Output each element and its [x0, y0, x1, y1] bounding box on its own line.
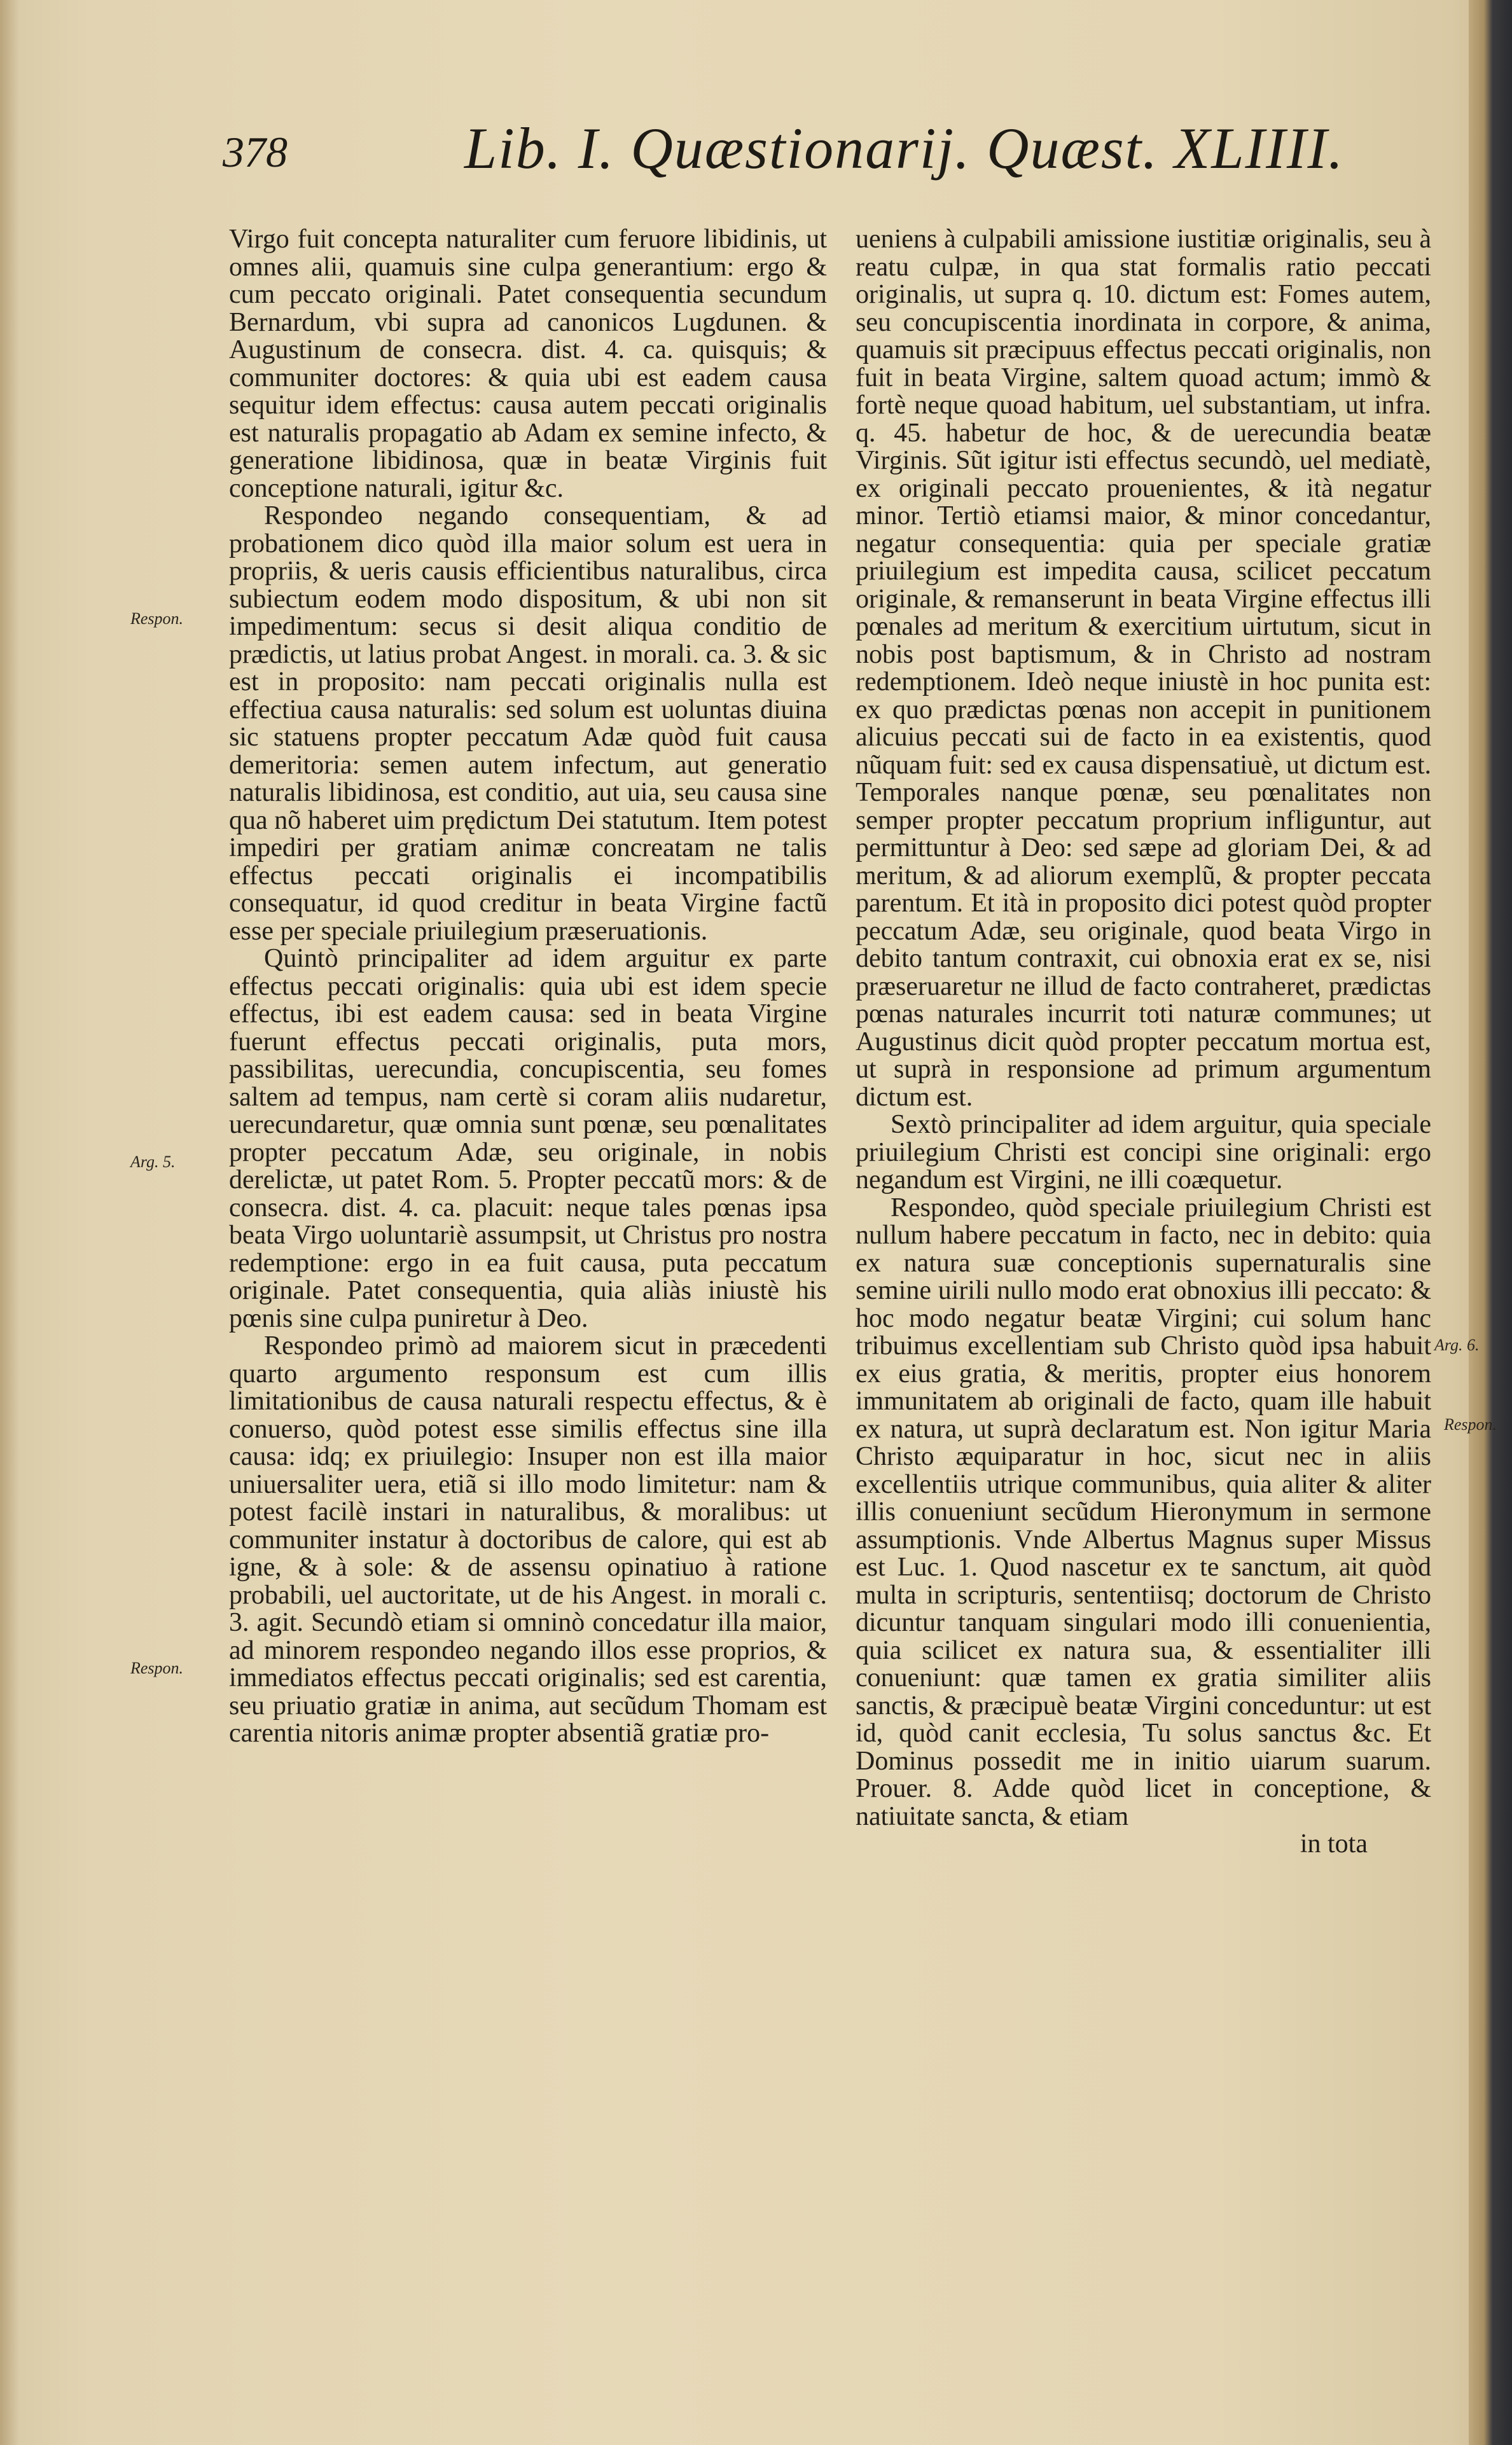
running-head: Lib. I. Quæstionarij. Quæst. XLIIII.	[464, 116, 1345, 181]
paragraph: Sextò principaliter ad idem arguitur, quia speciale priuilegium Christi est concipi sine originali: ergo negandum est Virgini, ne illi coæquetur.	[856, 1110, 1431, 1195]
paragraph: Virgo fuit concepta naturaliter cum feruore libidinis, ut omnes alii, quamuis sine culpa generantium: ergo & cum peccato originali. Patet consequentia secundum Bernardum, vbi supra ad canonicos Lugdunen. & Augustinum de consecra. dist. 4. ca. quisquis; & communiter doctores: & quia ubi est eadem causa sequitur idem effectus: causa autem peccati originalis est naturalis propagatio ab Adam ex semine infecto, & generatione libidinosa, quæ in beatæ Virginis fuit conceptione naturali, igitur &c.	[229, 225, 827, 503]
catchword: in tota	[1300, 1829, 1368, 1859]
paragraph: Quintò principaliter ad idem arguitur ex parte effectus peccati originalis: quia ubi est idem specie effectus, ibi est eadem causa: sed in beata Virgine fuerunt effectus peccati originalis, puta mors, passibilitas, uerecundia, concupiscentia, seu fomes saltem ad tempus, nam certè si coram aliis nudaretur, uerecundaretur, quæ omnia sunt pœnæ, seu pœnalitates propter peccatum Adæ, seu originale, in nobis derelictæ, ut patet Rom. 5. Propter peccatũ mors: & de consecra. dist. 4. ca. placuit: neque tales pœnas ipsa beata Virgo uoluntariè assumpsit, ut Christus pro nostra redemptione: ergo in ea fuit causa, puta peccatum originale. Patet consequentia, quia aliàs iniustè his pœnis sine culpa puniretur à Deo.	[229, 944, 827, 1333]
paragraph: Respondeo primò ad maiorem sicut in præcedenti quarto argumento responsum est cum illis limitationibus de causa naturali respectu effectus, & è conuerso, quòd potest esse similis effectus sine illa causa: idq; ex priuilegio: Insuper non est illa maior uniuersaliter uera, etiã si illo modo limitetur: nam & potest facilè instari in naturalibus, & moralibus: ut communiter instatur à doctoribus de calore, qui est ab igne, & à sole: & de assensu opinatiuo à ratione probabili, uel auctoritate, ut de his Angest. in morali c. 3. agit. Secundò etiam si omninò concedatur illa maior, ad minorem respondeo negando illos esse proprios, & immediatos effectus peccati originalis; sed est carentia, seu priuatio gratiæ in anima, aut secũdum Thomam est carentia nitoris animæ propter absentiã gratiæ pro-	[229, 1331, 827, 1748]
left-text-column	[229, 226, 827, 1748]
paragraph: Respondeo, quòd speciale priuilegium Christi est nullum habere peccatum in facto, nec in debito: quia ex natura suæ conceptionis supernaturalis sine semine uirili nullo modo erat obnoxius illi peccato: & hoc modo negatur beatæ Virgini; cui solum hanc tribuimus excellentiam sub Christo quòd ipsa habuit ex eius gratia, & meritis, propter eius honorem immunitatem ab originali de facto, quam ille habuit ex natura, ut suprà declaratum est. Non igitur Maria Christo æquiparatur in hoc, sicut nec in aliis excellentiis utrique communibus, quia aliter & aliter illis conueniunt secũdum Hieronymum in sermone assumptionis. Vnde Albertus Magnus super Missus est Luc. 1. Quod nascetur ex te sanctum, ait quòd multa in scripturis, sententiisq; doctorum de Christo dicuntur tanquam singulari modo illi conuenientia, quia scilicet ex natura sua, & essentialiter illi conueniunt: quæ tamen ex gratia similiter aliis sanctis, & præcipuè beatæ Virgini conceduntur: ut est id, quòd canit ecclesia, Tu solus sanctus &c. Et Dominus possedit me in initio uiarum suarum. Prouer. 8. Adde quòd licet in conceptione, & natiuitate sancta, & etiam	[856, 1193, 1431, 1831]
margin-note-respon: Respon.	[130, 1659, 184, 1677]
folio-number: 378	[223, 128, 288, 176]
margin-note-respon: Respon.	[130, 609, 184, 628]
margin-note-arg-6: Arg. 6.	[1434, 1336, 1480, 1354]
right-text-column	[856, 226, 1431, 1859]
page-header	[223, 114, 1399, 191]
page-gutter-shadow	[0, 0, 19, 2445]
paragraph: Respondeo negando consequentiam, & ad probationem dico quòd illa maior solum est uera in propriis, & ueris causis efficientibus naturalibus, circa subiectum eodem modo dispositum, & ubi non sit impedimentum: secus si desit aliqua conditio de prædictis, ut latius probat Angest. in morali. ca. 3. & sic est in proposito: nam peccati originalis nulla est effectiua causa naturalis: sed solum est uoluntas diuina sic statuens propter peccatum Adæ quòd fuit causa demeritoria: semen autem infectum, aut generatio naturalis libidinosa, est conditio, aut uia, seu causa sine qua nõ haberet uim prędictum Dei statutum. Item potest impediri per gratiam animæ concreatam ne talis effectus peccati originalis ei incompatibilis consequatur, id quod creditur in beata Virgine factũ esse per speciale priuilegium præseruationis.	[229, 501, 827, 946]
margin-note-arg-5: Arg. 5.	[130, 1153, 176, 1171]
page-edge	[1469, 0, 1512, 2445]
margin-note-respon: Respon.	[1444, 1415, 1497, 1434]
paragraph: ueniens à culpabili amissione iustitiæ originalis, seu à reatu culpæ, in qua stat formalis ratio peccati originalis, ut supra q. 10. dictum est: Fomes autem, seu concupiscentia inordinata in corpore, & anima, quamuis sit præcipuus effectus peccati originalis, non fuit in beata Virgine, saltem quoad actum; immò & fortè neque quoad habitum, uel substantiam, ut infra. q. 45. habetur de hoc, & de uerecundia beatæ Virginis. Sũt igitur isti effectus secundò, uel mediatè, ex originali peccato prouenientes, & ità negatur minor. Tertiò etiamsi maior, & minor concedantur, negatur consequentia: quia per speciale gratiæ priuilegium est impedita causa, scilicet peccatum originale, & remanserunt in beata Virgine effectus illi pœnales ad meritum & exercitium uirtutum, sicut in nobis post baptismum, & in Christo ad nostram redemptionem. Ideò neque iniustè in hoc punita est: ex quo prædictas pœnas non accepit in punitionem alicuius peccati sui de facto in ea existentis, quod nũquam fuit: sed ex causa dispensatiuè, ut dictum est. Temporales nanque pœnæ, seu pœnalitates non semper propter peccatum proprium infliguntur, aut permittuntur à Deo: sed sæpe ad gloriam Dei, & ad meritum, & ad aliorum exemplũ, & propter peccata parentum. Et ità in proposito dici potest quòd propter peccatum Adæ, seu originale, quod beata Virgo in debito tantum contraxit, cui obnoxia erat ex se, nisi præseruaretur ne illud de facto contraheret, prædictas pœnas naturales incurrit toti naturæ communes; ut Augustinus dicit quòd propter peccatum mortua est, ut suprà in responsione ad primum argumentum dictum est.	[856, 225, 1431, 1112]
